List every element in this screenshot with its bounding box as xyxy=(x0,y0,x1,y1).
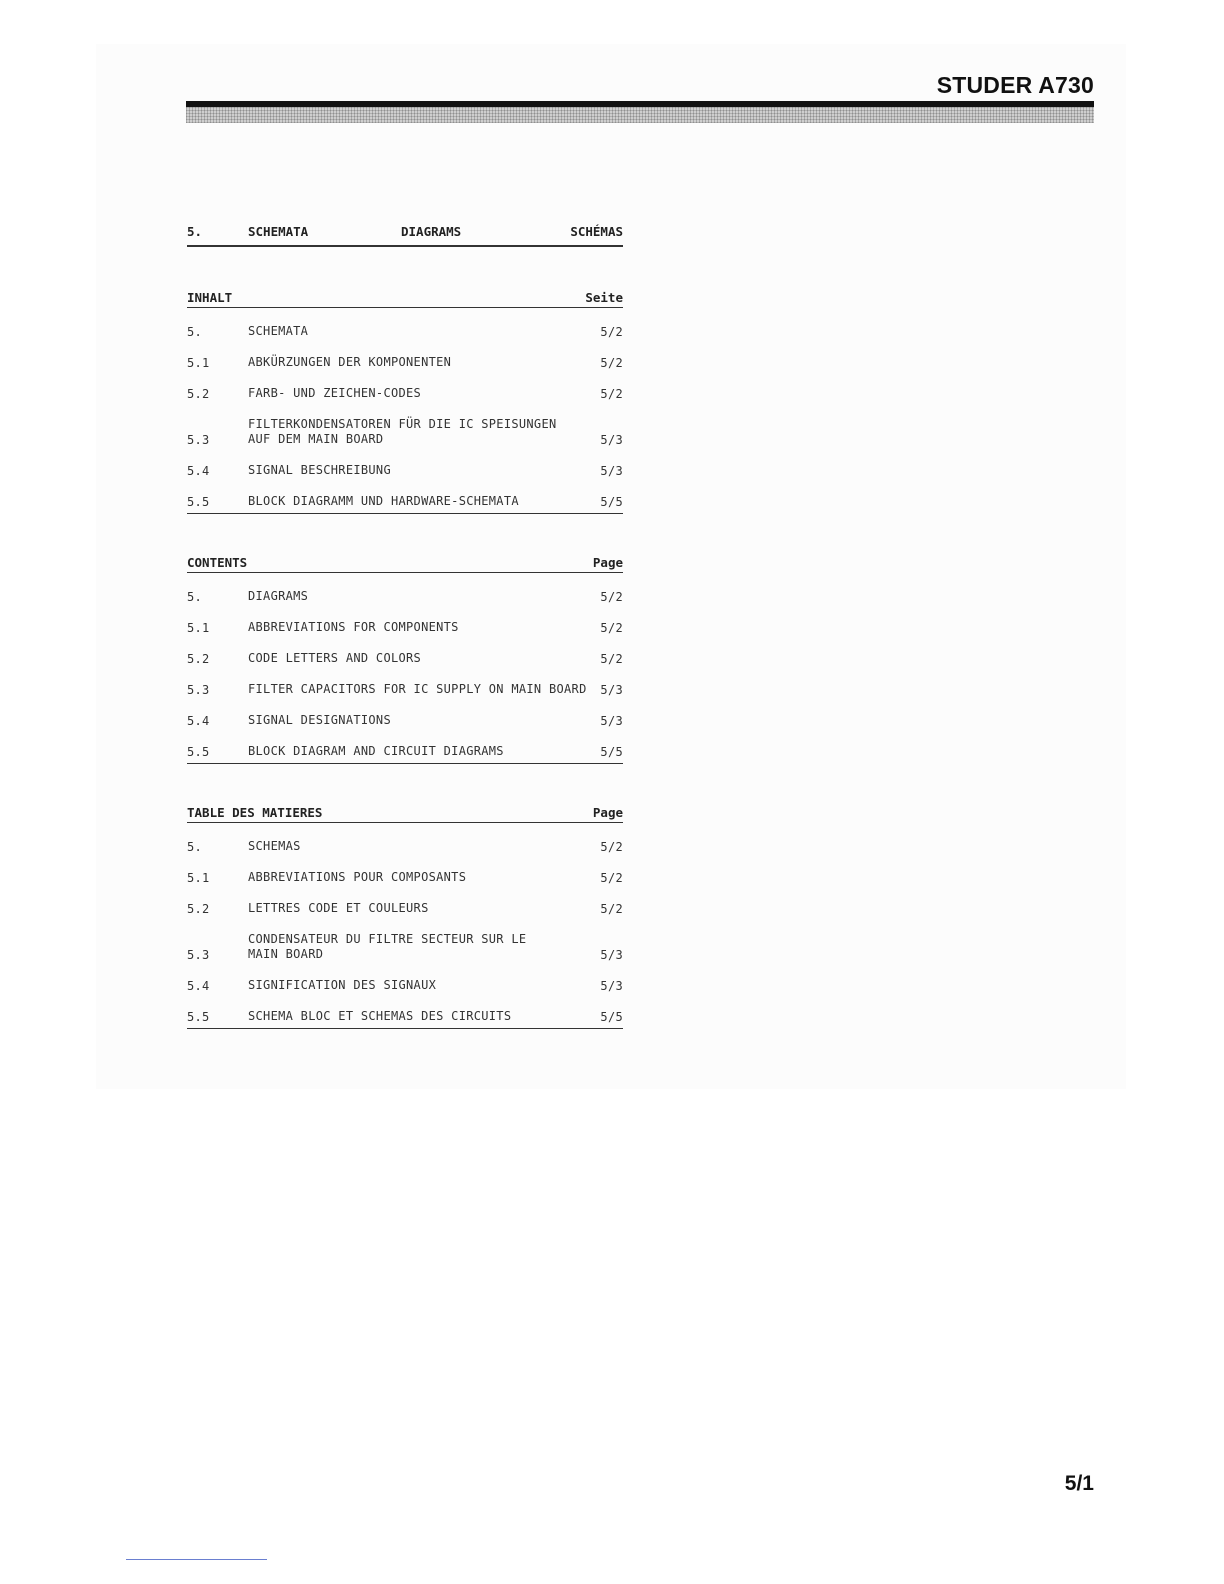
toc-section-fr xyxy=(187,798,623,1029)
toc-header xyxy=(187,283,623,308)
toc-entry-page: 5/2 xyxy=(600,356,623,370)
toc-entry xyxy=(187,370,623,401)
toc-entry xyxy=(187,823,623,854)
toc-entry xyxy=(187,478,623,509)
toc-entry-title: SIGNAL BESCHREIBUNG xyxy=(248,463,391,477)
toc-entry-number: 5.5 xyxy=(187,745,210,759)
toc-entry-title: LETTRES CODE ET COULEURS xyxy=(248,901,429,915)
toc-entry-title: DIAGRAMS xyxy=(248,589,309,603)
toc-list xyxy=(187,573,623,764)
toc-entry-page: 5/2 xyxy=(600,387,623,401)
toc-entry-number: 5.1 xyxy=(187,356,210,370)
toc-entry-title: SIGNIFICATION DES SIGNAUX xyxy=(248,978,437,992)
toc-header xyxy=(187,798,623,823)
toc-entry xyxy=(187,604,623,635)
toc-entry-page: 5/2 xyxy=(600,652,623,666)
toc-entry xyxy=(187,401,623,447)
toc-entry-number: 5.3 xyxy=(187,948,210,962)
toc-entry-title: ABKÜRZUNGEN DER KOMPONENTEN xyxy=(248,355,452,369)
toc-entry-number: 5.1 xyxy=(187,621,210,635)
header-bar xyxy=(186,101,1094,123)
footer-link-line xyxy=(126,1559,267,1560)
toc-entry-title: ABBREVIATIONS POUR COMPOSANTS xyxy=(248,870,467,884)
toc-entry-title: FARB- UND ZEICHEN-CODES xyxy=(248,386,422,400)
toc-entry-number: 5.5 xyxy=(187,1010,210,1024)
toc-entry-number: 5. xyxy=(187,840,203,854)
header-bar-hatch xyxy=(186,107,1094,123)
toc-entry-title: BLOCK DIAGRAMM UND HARDWARE-SCHEMATA xyxy=(248,494,519,508)
toc-entry-number: 5.3 xyxy=(187,683,210,697)
toc-entry-number: 5.4 xyxy=(187,464,210,478)
toc-entry-title: FILTERKONDENSATOREN FÜR DIE IC SPEISUNGEN AUF DEM MAIN BOARD xyxy=(248,417,557,446)
toc-entry xyxy=(187,916,623,962)
toc-entry-title: CODE LETTERS AND COLORS xyxy=(248,651,422,665)
toc-entry xyxy=(187,308,623,339)
toc-entry-page: 5/5 xyxy=(600,495,623,509)
toc-entry-page: 5/5 xyxy=(600,1010,623,1024)
toc-entry-number: 5. xyxy=(187,590,203,604)
toc-entry-page: 5/3 xyxy=(600,683,623,697)
toc-entry xyxy=(187,447,623,478)
toc-entry-title: BLOCK DIAGRAM AND CIRCUIT DIAGRAMS xyxy=(248,744,504,758)
toc-entry xyxy=(187,854,623,885)
toc-entry xyxy=(187,885,623,916)
toc-entry-page: 5/5 xyxy=(600,745,623,759)
page-number: 5/1 xyxy=(1064,1472,1094,1495)
toc-entry xyxy=(187,728,623,759)
toc-page-label: Page xyxy=(592,805,623,820)
toc-entry-page: 5/2 xyxy=(600,325,623,339)
toc-entry-title: ABBREVIATIONS FOR COMPONENTS xyxy=(248,620,459,634)
toc-entry-page: 5/3 xyxy=(600,948,623,962)
toc-entry-title: SCHEMA BLOC ET SCHEMAS DES CIRCUITS xyxy=(248,1009,512,1023)
chapter-rule xyxy=(187,245,623,247)
chapter-title-fr: SCHÉMAS xyxy=(570,223,623,239)
toc-entry-page: 5/2 xyxy=(600,902,623,916)
toc-section-de xyxy=(187,283,623,514)
toc-page-label: Seite xyxy=(585,290,623,305)
chapter-heading xyxy=(187,220,623,242)
toc-entry-page: 5/2 xyxy=(600,871,623,885)
toc-entry-title: SIGNAL DESIGNATIONS xyxy=(248,713,391,727)
toc-entry-page: 5/3 xyxy=(600,464,623,478)
toc-entry-number: 5.2 xyxy=(187,387,210,401)
toc-entry xyxy=(187,697,623,728)
toc-heading: INHALT xyxy=(187,290,233,305)
chapter-title-en: DIAGRAMS xyxy=(401,223,462,239)
toc-entry-number: 5.2 xyxy=(187,902,210,916)
toc-entry-page: 5/3 xyxy=(600,979,623,993)
toc-entry-number: 5.2 xyxy=(187,652,210,666)
toc-entry-page: 5/3 xyxy=(600,433,623,447)
toc-entry-number: 5. xyxy=(187,325,203,339)
toc-heading: CONTENTS xyxy=(187,555,248,570)
toc-entry xyxy=(187,962,623,993)
toc-entry-title: CONDENSATEUR DU FILTRE SECTEUR SUR LE MAIN BOARD xyxy=(248,932,527,961)
toc-list xyxy=(187,823,623,1029)
chapter-title-de: SCHEMATA xyxy=(248,223,309,239)
toc-entry-page: 5/2 xyxy=(600,840,623,854)
toc-entry-page: 5/3 xyxy=(600,714,623,728)
toc-entry-number: 5.3 xyxy=(187,433,210,447)
toc-entry-number: 5.1 xyxy=(187,871,210,885)
toc-entry xyxy=(187,993,623,1024)
toc-entry-page: 5/2 xyxy=(600,621,623,635)
toc-entry xyxy=(187,573,623,604)
toc-entry-title: SCHEMAS xyxy=(248,839,301,853)
toc-list xyxy=(187,308,623,514)
toc-entry-number: 5.4 xyxy=(187,714,210,728)
toc-header xyxy=(187,548,623,573)
toc-entry-title: FILTER CAPACITORS FOR IC SUPPLY ON MAIN BOARD xyxy=(248,682,587,696)
toc-entry xyxy=(187,339,623,370)
toc-entry-number: 5.4 xyxy=(187,979,210,993)
toc-heading: TABLE DES MATIERES xyxy=(187,805,323,820)
toc-entry xyxy=(187,666,623,697)
toc-content xyxy=(187,220,623,1029)
brand-title: STUDER A730 xyxy=(936,72,1094,98)
toc-entry xyxy=(187,635,623,666)
toc-entry-page: 5/2 xyxy=(600,590,623,604)
chapter-number: 5. xyxy=(187,223,203,239)
toc-entry-number: 5.5 xyxy=(187,495,210,509)
toc-page-label: Page xyxy=(592,555,623,570)
toc-section-en xyxy=(187,548,623,764)
toc-entry-title: SCHEMATA xyxy=(248,324,309,338)
